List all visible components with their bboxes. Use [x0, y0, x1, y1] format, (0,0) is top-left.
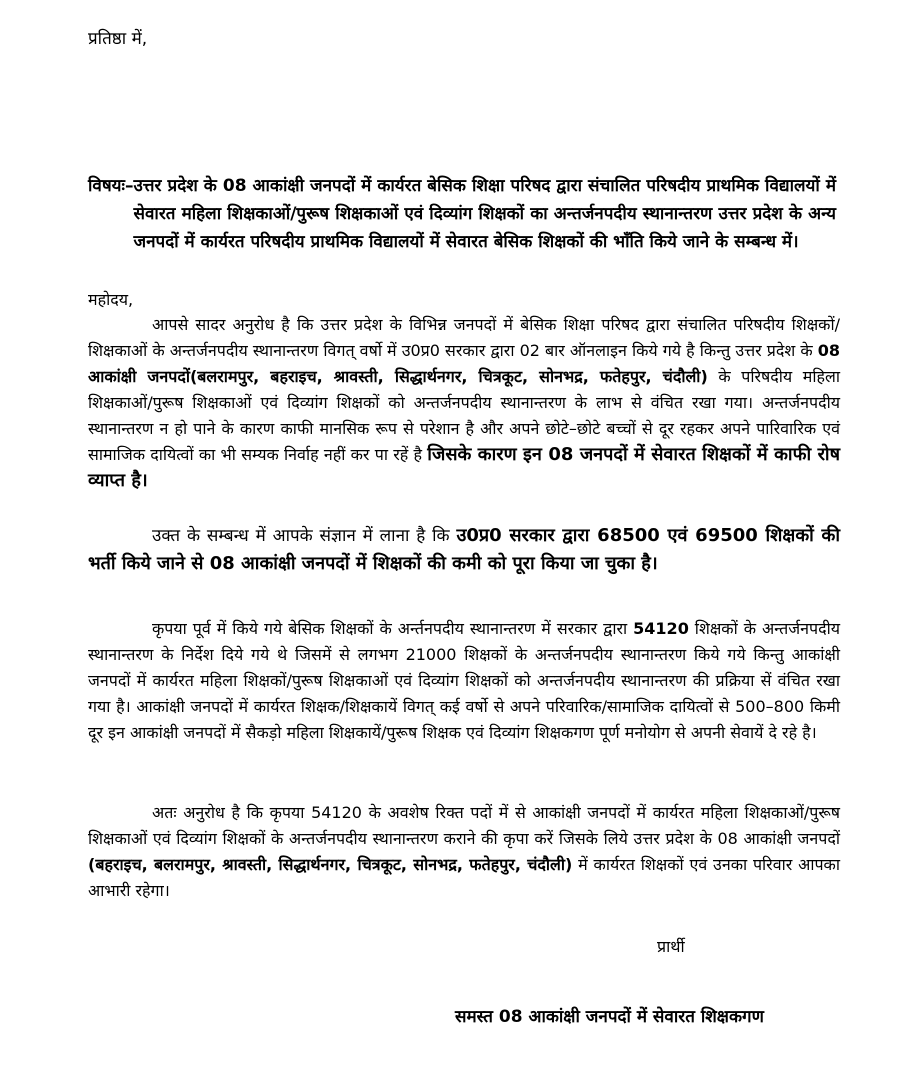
paragraph-1 — [88, 312, 840, 494]
subject-label: विषयः– — [88, 176, 134, 196]
paragraph-4 — [88, 800, 840, 904]
signature: समस्त 08 आकांक्षी जनपदों में सेवारत शिक्षकगण — [455, 1007, 764, 1027]
paragraph-1-districts: 08 आकांक्षी जनपदों(बलरामपुर, बहराइच, श्रावस्ती, सिद्धार्थनगर, चित्रकूट, सोनभद्र, फतेहपुर, चंदौली) — [88, 341, 840, 386]
paragraph-2-emphasis: उ0प्र0 सरकार द्वारा 68500 एवं 69500 शिक्षकों की भर्ती किये जाने से 08 आकांक्षी जनपदों में शिक्षकों की कमी को पूरा किया जा चुका है। — [88, 525, 841, 574]
paragraph-4-text-c: में कार्यरत शिक्षकों एवं उनका परिवार आपका आभारी रहेगा। — [88, 855, 840, 900]
subject-text: उत्तर प्रदेश के 08 आकांक्षी जनपदों में कार्यरत बेसिक शिक्षा परिषद द्वारा संचालित परिषदीय प्राथमिक विद्यालयों में सेवारत महिला शिक्षकाओं/पुरूष शिक्षकाओं एवं दिव्यांग शिक्षकों का अन्तर्जनपदीय स्थानान्तरण उत्तर प्रदेश के अन्य जनपदों में कार्यरत परिषदीय प्राथमिक विद्यालयों में सेवारत बेसिक शिक्षकों की भाँति किये जाने के सम्बन्ध में। — [133, 176, 836, 252]
salutation: प्रतिष्ठा में, — [88, 29, 148, 49]
greeting: महोदय, — [88, 290, 134, 309]
paragraph-3-text-c: शिक्षकों के अन्तर्जनपदीय स्थानान्तरण के निर्देश दिये गये थे जिसमें से लगभग 21000 शिक्षकों के अन्तर्जनपदीय स्थानान्तरण किये गये किन्तु आकांक्षी जनपदों में कार्यरत महिला शिक्षकों/पुरूष शिक्षकाओं एवं दिव्यांग शिक्षकों को अन्तर्जनपदीय स्थानान्तरण की प्रक्रिया सें वंचित रखा गया है। आकांक्षी जनपदों में कार्यरत शिक्षक/शिक्षकायें विगत् कई वर्षो से अपने परिवारिक/सामाजिक दायित्वों से 500–800 किमी दूर इन आकांक्षी जनपदों में सैकड़ो महिला शिक्षकायें/पुरूष शिक्षक एवं दिव्यांग शिक्षकगण पूर्ण मनोयोग से अपनी सेवायें दे रहे है। — [88, 619, 840, 742]
paragraph-3-number: 54120 — [633, 619, 689, 638]
subject-line — [88, 172, 836, 256]
paragraph-1-text-c: के परिषदीय महिला शिक्षकाओं/पुरूष शिक्षकाओं एवं दिव्यांग शिक्षकों को अन्तर्जनपदीय स्थानान्तरण के लाभ से वंचित रखा गया। अन्तर्जनपदीय स्थानान्तरण न हो पाने के कारण काफी मानसिक रूप से परेशान है और अपने छोटे–छोटे बच्चों से दूर रहकर अपने पारिवारिक एवं सामाजिक दायित्वों का भी सम्यक निर्वाह नहीं कर पा रहें है — [88, 367, 840, 464]
paragraph-3 — [88, 616, 840, 746]
paragraph-3-text-a: कृपया पूर्व में किये गये बेसिक शिक्षकों के अर्न्तनपदीय स्थानान्तरण में सरकार द्वारा — [152, 619, 634, 638]
paragraph-4-text-a: अतः अनुरोध है कि कृपया 54120 के अवशेष रिक्त पदों में से आकांक्षी जनपदों में कार्यरत महिला शिक्षकाओं/पुरूष शिक्षकाओं एवं दिव्यांग शिक्षकों के अन्तर्जनपदीय स्थानान्तरण कराने की कृपा करें जिसके लिये उत्तर प्रदेश के 08 आकांक्षी जनपदों — [88, 803, 840, 848]
paragraph-2 — [88, 522, 840, 578]
paragraph-2-text-a: उक्त के सम्बन्ध में आपके संज्ञान में लाना है कि — [152, 526, 457, 546]
paragraph-4-districts: (बहराइच, बलरामपुर, श्रावस्ती, सिद्धार्थनगर, चित्रकूट, सोनभद्र, फतेहपुर, चंदौली) — [88, 855, 573, 874]
paragraph-1-text-a: आपसे सादर अनुरोध है कि उत्तर प्रदेश के विभिन्न जनपदों में बेसिक शिक्षा परिषद द्वारा संचालित परिषदीय शिक्षकों/शिक्षकाओं के अन्तर्जनपदीय स्थानान्तरण विगत् वर्षो में उ0प्र0 सरकार द्वारा 02 बार ऑनलाइन किये गये है किन्तु उत्तर प्रदेश के — [88, 315, 840, 360]
closing: प्रार्थी — [657, 937, 685, 956]
paragraph-1-emphasis: जिसके कारण इन 08 जनपदों में सेवारत शिक्षकों में काफी रोष व्याप्त है। — [88, 444, 840, 491]
